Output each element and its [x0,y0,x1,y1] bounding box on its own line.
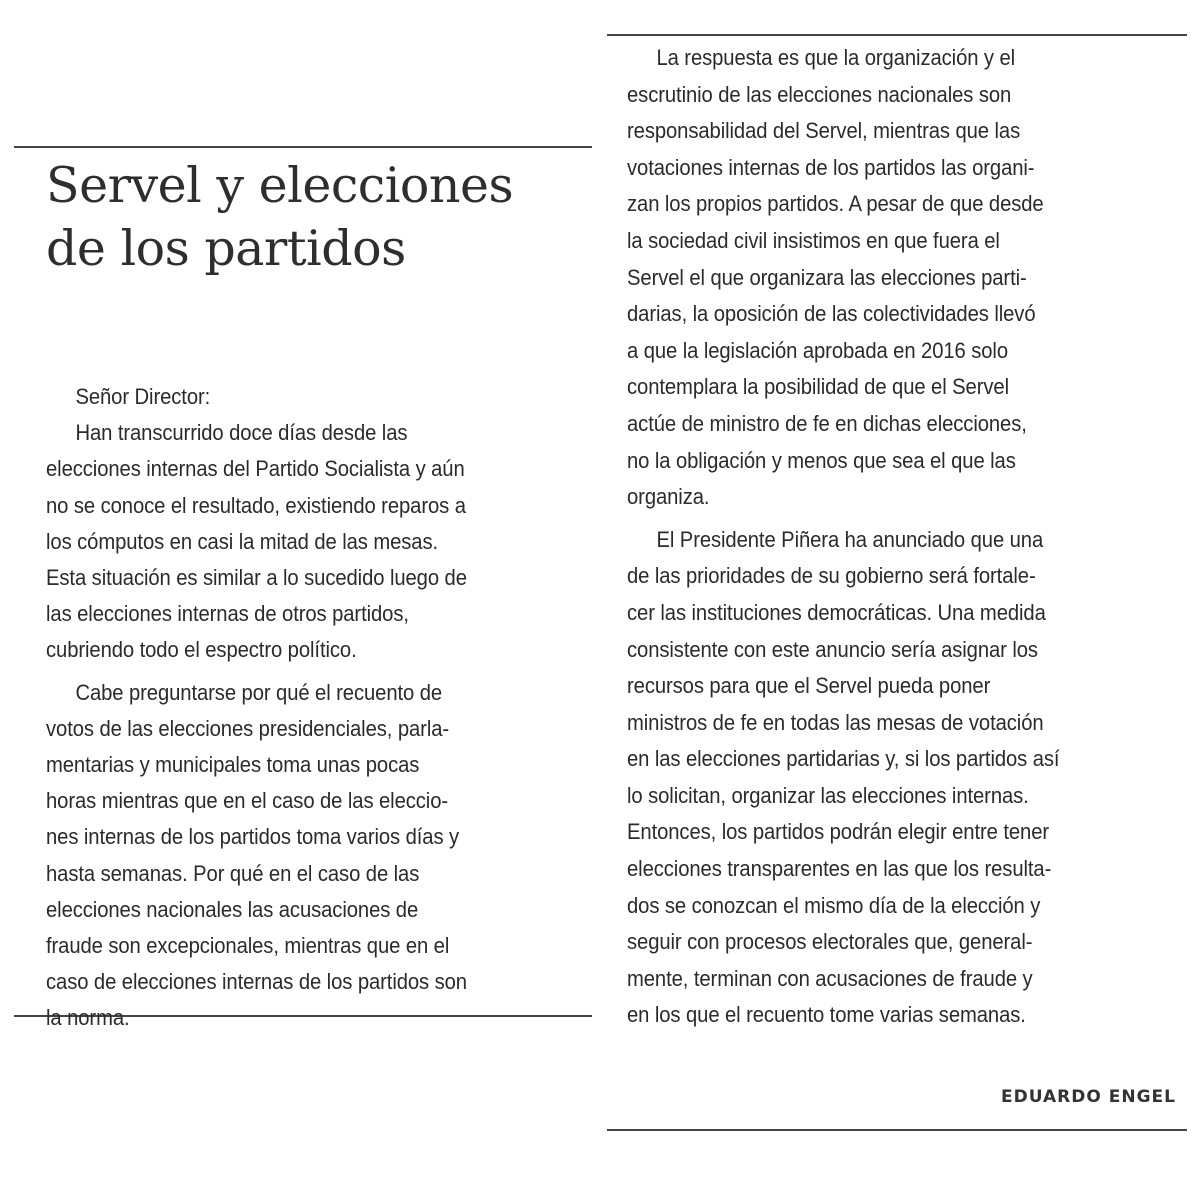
left-top-rule [14,146,592,148]
text-line: la sociedad civil insistimos en que fuera el [627,227,1000,253]
text-line: Entonces, los partidos podrán elegir entre tener [627,819,1050,845]
text-line: votaciones internas de los partidos las organi- [627,154,1035,180]
text-line: El Presidente Piñera ha anunciado que una [656,526,1044,552]
paragraph-right-1 [627,40,1187,516]
text-line: Esta situación es similar a lo sucedido luego de [46,565,467,591]
text-line: de las prioridades de su gobierno será fortale- [627,563,1036,589]
text-line: mente, terminan con acusaciones de fraude y [627,965,1033,991]
text-line: lo solicitan, organizar las elecciones internas. [627,782,1029,808]
headline [46,154,586,280]
paragraph-right-2 [627,522,1187,1034]
text-line: a que la legislación aprobada en 2016 solo [627,337,1008,363]
text-line: Cabe preguntarse por qué el recuento de [75,679,443,705]
text-line: zan los propios partidos. A pesar de que desde [627,191,1044,217]
text-line: en los que el recuento tome varias semanas. [627,1002,1026,1028]
text-line: ministros de fe en todas las mesas de votación [627,709,1044,735]
text-line: Han transcurrido doce días desde las [75,420,408,446]
text-line: no la obligación y menos que sea el que las [627,447,1016,473]
text-line: hasta semanas. Por qué en el caso de las [46,860,420,886]
paragraph-left-1 [46,415,586,668]
text-line: dos se conozcan el mismo día de la elección y [627,892,1041,918]
text-line: en las elecciones partidarias y, si los partidos así [627,746,1060,772]
right-bottom-rule [607,1129,1187,1131]
text-line: nes internas de los partidos toma varios días y [46,824,460,850]
text-line: caso de elecciones internas de los partidos son [46,969,467,995]
right-column [627,40,1187,1034]
headline-line-2: de los partidos [46,220,406,277]
headline-line-1: Servel y elecciones [46,157,514,214]
text-line: la norma. [46,1005,130,1031]
text-line: elecciones transparentes en las que los resulta- [627,856,1052,882]
text-line: votos de las elecciones presidenciales, parla- [46,715,450,741]
author-signature: EDUARDO ENGEL [1001,1087,1176,1107]
text-line: elecciones nacionales las acusaciones de [46,896,419,922]
text-line: contemplara la posibilidad de que el Servel [627,374,1009,400]
right-top-rule [607,34,1187,36]
text-line: no se conoce el resultado, existiendo reparos a [46,492,466,518]
text-line: actúe de ministro de fe en dichas elecciones, [627,410,1027,436]
text-line: las elecciones internas de otros partidos, [46,601,409,627]
text-line: mentarias y municipales toma unas pocas [46,752,420,778]
text-line: seguir con procesos electorales que, general- [627,929,1033,955]
text-line: organiza. [627,484,710,510]
text-line: los cómputos en casi la mitad de las mesas. [46,528,439,554]
text-line: elecciones internas del Partido Socialista y aún [46,456,465,482]
text-line: responsabilidad del Servel, mientras que las [627,118,1021,144]
text-line: cubriendo todo el espectro político. [46,637,357,663]
text-line: La respuesta es que la organización y el [656,45,1016,70]
text-line: cer las instituciones democráticas. Una medida [627,599,1046,625]
left-column [46,154,586,1037]
text-line: Servel el que organizara las elecciones parti- [627,264,1027,290]
text-line: consistente con este anuncio sería asignar los [627,636,1038,662]
salutation: Señor Director: [75,384,211,409]
text-line: horas mientras que en el caso de las eleccio- [46,788,449,814]
paragraph-left-2 [46,675,586,1037]
text-line: escrutinio de las elecciones nacionales son [627,81,1012,107]
text-line: fraude son excepcionales, mientras que en el [46,933,450,959]
text-line: recursos para que el Servel pueda poner [627,673,991,699]
text-line: darias, la oposición de las colectividades llevó [627,301,1036,327]
